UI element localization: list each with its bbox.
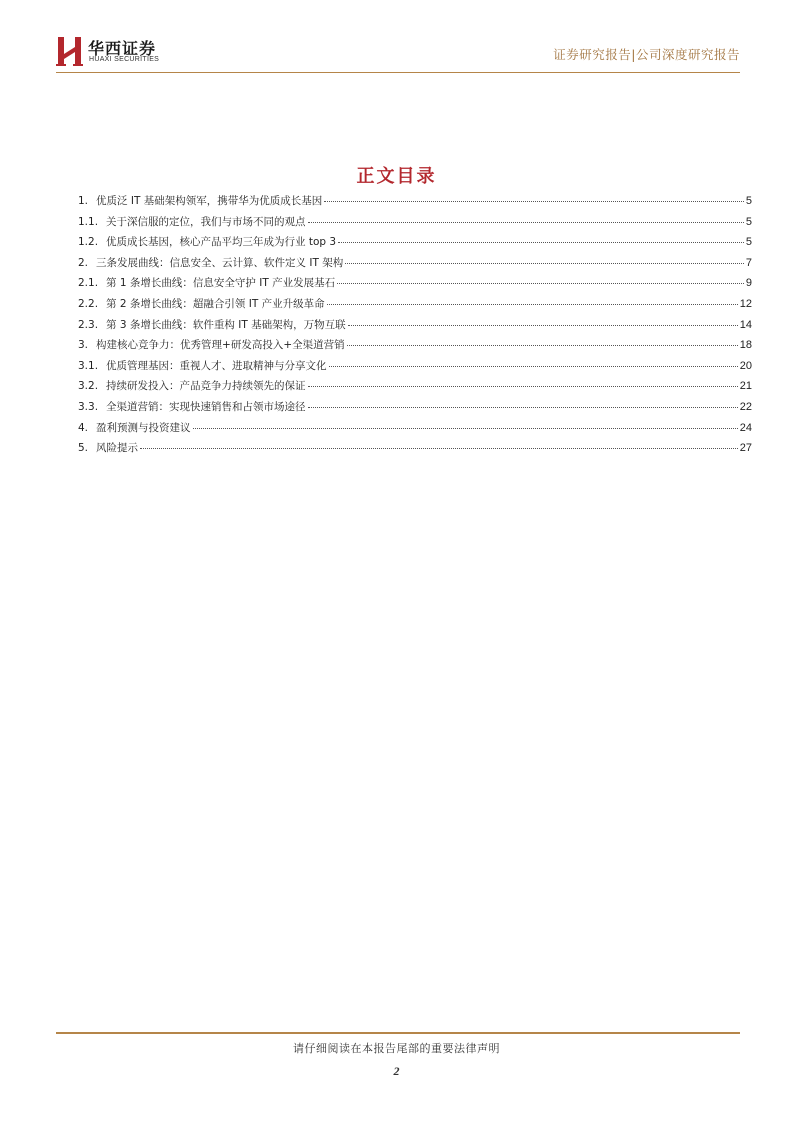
toc-entry-page: 21: [739, 380, 752, 393]
toc-dot-leader: [308, 385, 738, 387]
toc-entry-page: 24: [739, 421, 752, 434]
toc-entry-page: 14: [739, 318, 752, 331]
toc-entry-title: 第 2 条增长曲线：超融合引领 IT 产业升级革命: [106, 297, 325, 310]
toc-entry-title: 优质泛 IT 基础架构领军，携带华为优质成长基因: [96, 195, 323, 207]
toc-entry-title: 风险提示: [96, 442, 139, 455]
page-header: [56, 34, 740, 72]
toc-entry[interactable]: [78, 378, 752, 399]
toc-entry-number: 3.2.: [78, 380, 99, 393]
toc-entry-number: 2.2.: [78, 297, 99, 310]
toc-dot-leader: [347, 344, 738, 346]
toc-entry[interactable]: [78, 193, 752, 214]
toc-entry[interactable]: [78, 275, 752, 296]
toc-dot-leader: [337, 282, 744, 284]
toc-entry-page: 22: [739, 400, 752, 413]
toc-entry-title: 关于深信服的定位，我们与市场不同的观点: [106, 215, 306, 228]
toc-entry[interactable]: [78, 296, 752, 317]
toc-entry-title: 优质管理基因：重视人才、进取精神与分享文化: [106, 359, 327, 372]
toc-entry-page: 7: [745, 256, 752, 269]
toc-entry-page: 5: [745, 236, 752, 249]
toc-entry-number: 3.3.: [78, 400, 99, 413]
toc-dot-leader: [308, 406, 738, 408]
page-number: 2: [393, 1064, 400, 1078]
toc-dot-leader: [327, 303, 738, 305]
header-divider: [56, 72, 740, 73]
toc-entry-page: 12: [739, 297, 752, 310]
toc-entry-title: 构建核心竞争力：优秀管理+研发高投入+全渠道营销: [96, 339, 345, 352]
toc-entry-title: 第 1 条增长曲线：信息安全守护 IT 产业发展基石: [106, 277, 336, 290]
footer-divider: [56, 1032, 740, 1034]
toc-entry-number: 2.3.: [78, 318, 99, 331]
toc-entry-number: 2.1.: [78, 277, 99, 290]
toc-entry[interactable]: [78, 399, 752, 420]
toc-entry[interactable]: [78, 358, 752, 379]
logo-chinese-name: 华西证券: [88, 39, 157, 58]
toc-entry-number: 5.: [78, 442, 89, 455]
toc-dot-leader: [140, 447, 738, 449]
toc-entry-number: 4.: [78, 421, 89, 434]
toc-dot-leader: [308, 221, 744, 223]
toc-entry[interactable]: [78, 255, 752, 276]
toc-entry-number: 3.1.: [78, 359, 99, 372]
huaxi-logo: [56, 34, 196, 70]
toc-entry[interactable]: [78, 337, 752, 358]
toc-entry-number: 3.: [78, 339, 89, 352]
toc-entry-title: 持续研发投入：产品竞争力持续领先的保证: [106, 380, 306, 393]
toc-entry-number: 1.: [78, 195, 89, 207]
toc-entry-page: 5: [745, 195, 752, 207]
toc-dot-leader: [338, 241, 744, 243]
toc-entry[interactable]: [78, 234, 752, 255]
report-type-label: 证券研究报告|公司深度研究报告: [553, 47, 740, 62]
table-of-contents: [78, 193, 752, 461]
toc-dot-leader: [193, 427, 738, 429]
toc-entry-page: 9: [745, 277, 752, 290]
toc-entry-page: 27: [739, 442, 752, 455]
toc-entry-title: 三条发展曲线：信息安全、云计算、软件定义 IT 架构: [96, 256, 344, 269]
huaxi-logo-icon: [56, 34, 84, 68]
toc-entry-title: 盈利预测与投资建议: [96, 421, 191, 434]
toc-entry-number: 2.: [78, 256, 89, 269]
logo-english-name: HUAXI SECURITIES: [89, 56, 160, 63]
toc-entry-title: 全渠道营销：实现快速销售和占领市场途径: [106, 400, 306, 413]
toc-entry-number: 1.1.: [78, 215, 99, 228]
toc-entry-title: 第 3 条增长曲线：软件重构 IT 基础架构，万物互联: [106, 318, 346, 331]
toc-dot-leader: [329, 365, 738, 367]
toc-entry-page: 18: [739, 339, 752, 352]
legal-disclaimer: 请仔细阅读在本报告尾部的重要法律声明: [293, 1042, 500, 1055]
toc-dot-leader: [345, 262, 744, 264]
toc-entry-page: 5: [745, 215, 752, 228]
toc-entry[interactable]: [78, 420, 752, 441]
toc-entry-number: 1.2.: [78, 236, 99, 249]
toc-dot-leader: [348, 324, 738, 326]
toc-entry[interactable]: [78, 214, 752, 235]
toc-entry-title: 优质成长基因，核心产品平均三年成为行业 top 3: [106, 236, 337, 249]
toc-entry[interactable]: [78, 317, 752, 338]
toc-entry[interactable]: [78, 440, 752, 461]
toc-dot-leader: [324, 200, 744, 202]
toc-entry-page: 20: [739, 359, 752, 372]
toc-title: 正文目录: [356, 166, 437, 187]
